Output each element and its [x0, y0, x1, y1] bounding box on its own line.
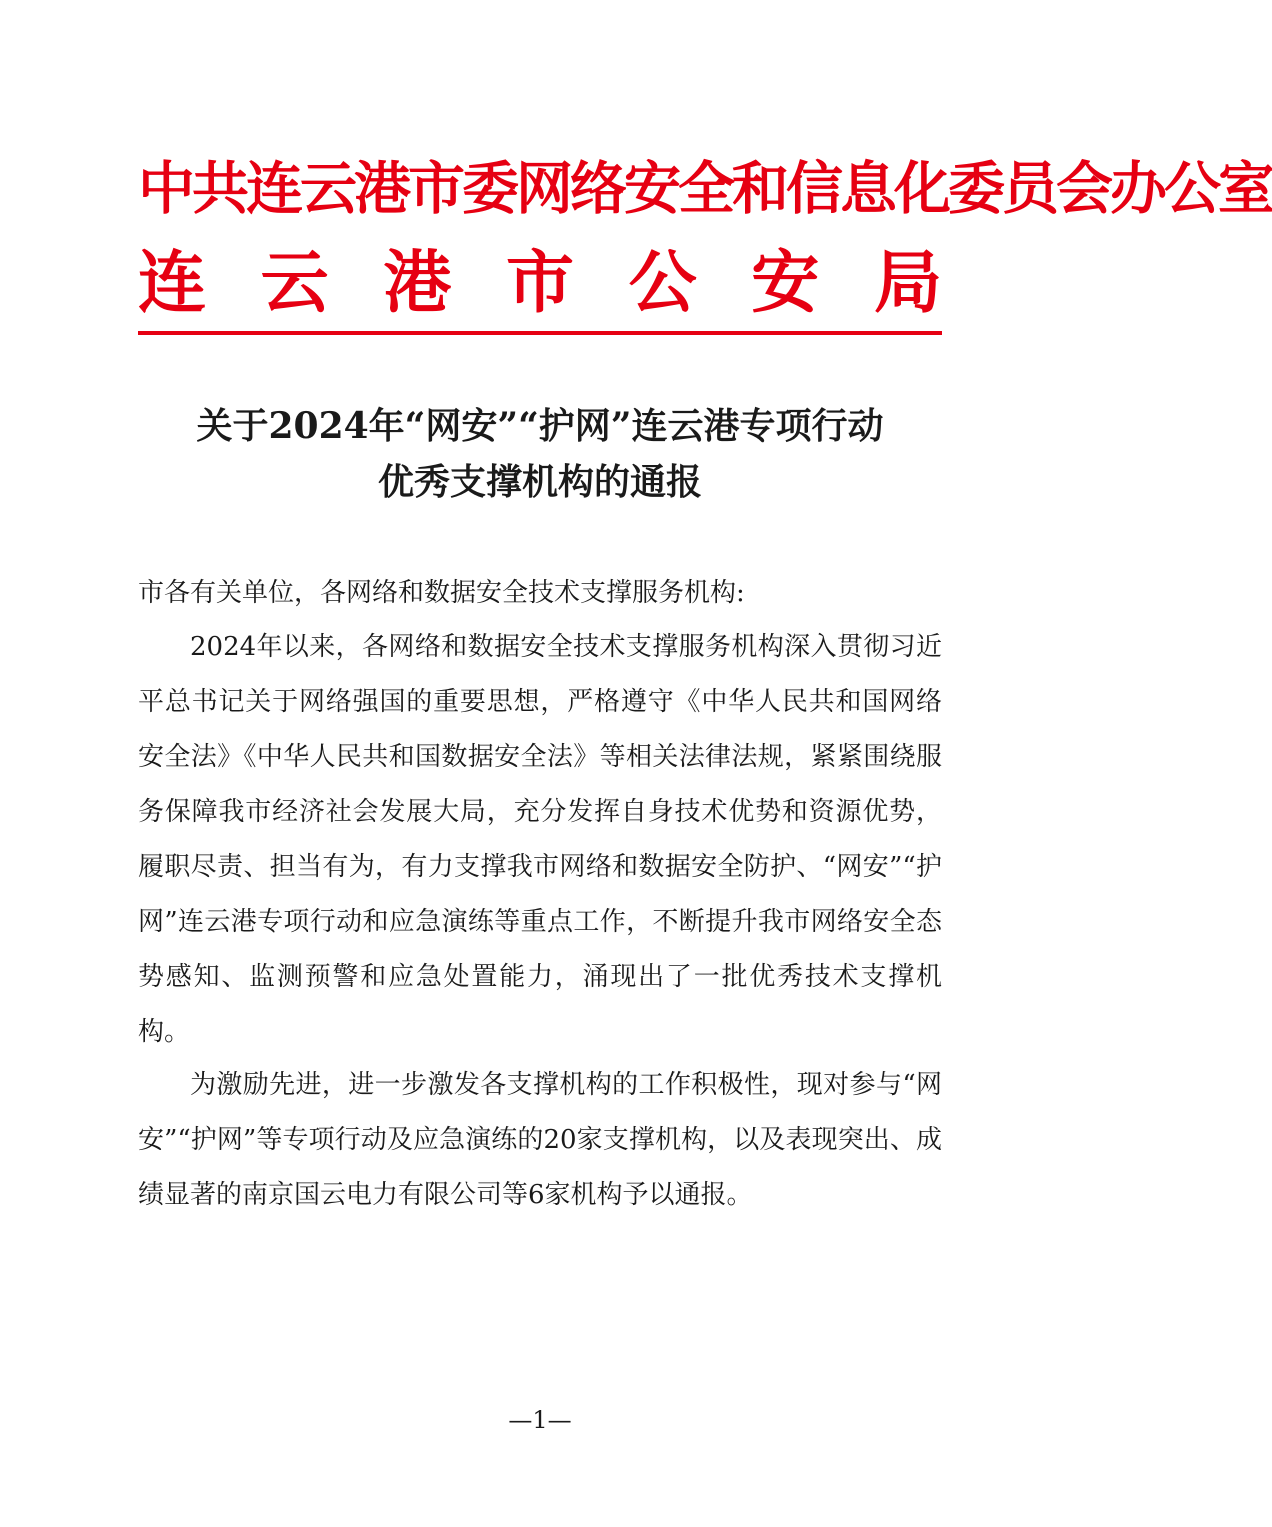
issuer-char: 港 [383, 244, 452, 323]
issuer-char: 公 [628, 244, 697, 323]
document-title-line2: 优秀支撑机构的通报 [377, 461, 702, 503]
page-number: —1— [508, 1406, 572, 1434]
issuer-char: 云 [260, 244, 329, 323]
issuer-char: 连 [138, 244, 207, 323]
issuer-char: 安 [751, 244, 820, 323]
issuer-char: 市 [505, 244, 574, 323]
issuer-public-security-bureau [138, 244, 942, 324]
letterhead-divider [138, 331, 942, 335]
issuer-char: 局 [873, 244, 942, 323]
body-paragraph-1: 2024年以来，各网络和数据安全技术支撑服务机构深入贯彻习近平总书记关于网络强国的重要思想，严格遵守《中华人民共和国网络安全法》《中华人民共和国数据安全法》等相关法律法规，紧紧围绕服务保障我市经济社会发展大局，充分发挥自身技术优势和资源优势，履职尽责、担当有为，有力支撑我市网络和数据安全防护、“网安”“护网”连云港专项行动和应急演练等重点工作，不断提升我市网络安全态势感知、监测预警和应急处置能力，涌现出了一批优秀技术支撑机构。 [138, 632, 942, 1047]
issuer-cyberspace-office: 中共连云港市委网络安全和信息化委员会办公室 [138, 156, 1272, 222]
document-title-line1: 关于2024年“网安”“护网”连云港专项行动 [196, 405, 884, 447]
body-paragraph-2: 为激励先进，进一步激发各支撑机构的工作积极性，现对参与“网安”“护网”等专项行动及应急演练的20家支撑机构，以及表现突出、成绩显著的南京国云电力有限公司等6家机构予以通报。 [138, 1070, 942, 1210]
salutation: 市各有关单位，各网络和数据安全技术支撑服务机构: [138, 578, 745, 608]
